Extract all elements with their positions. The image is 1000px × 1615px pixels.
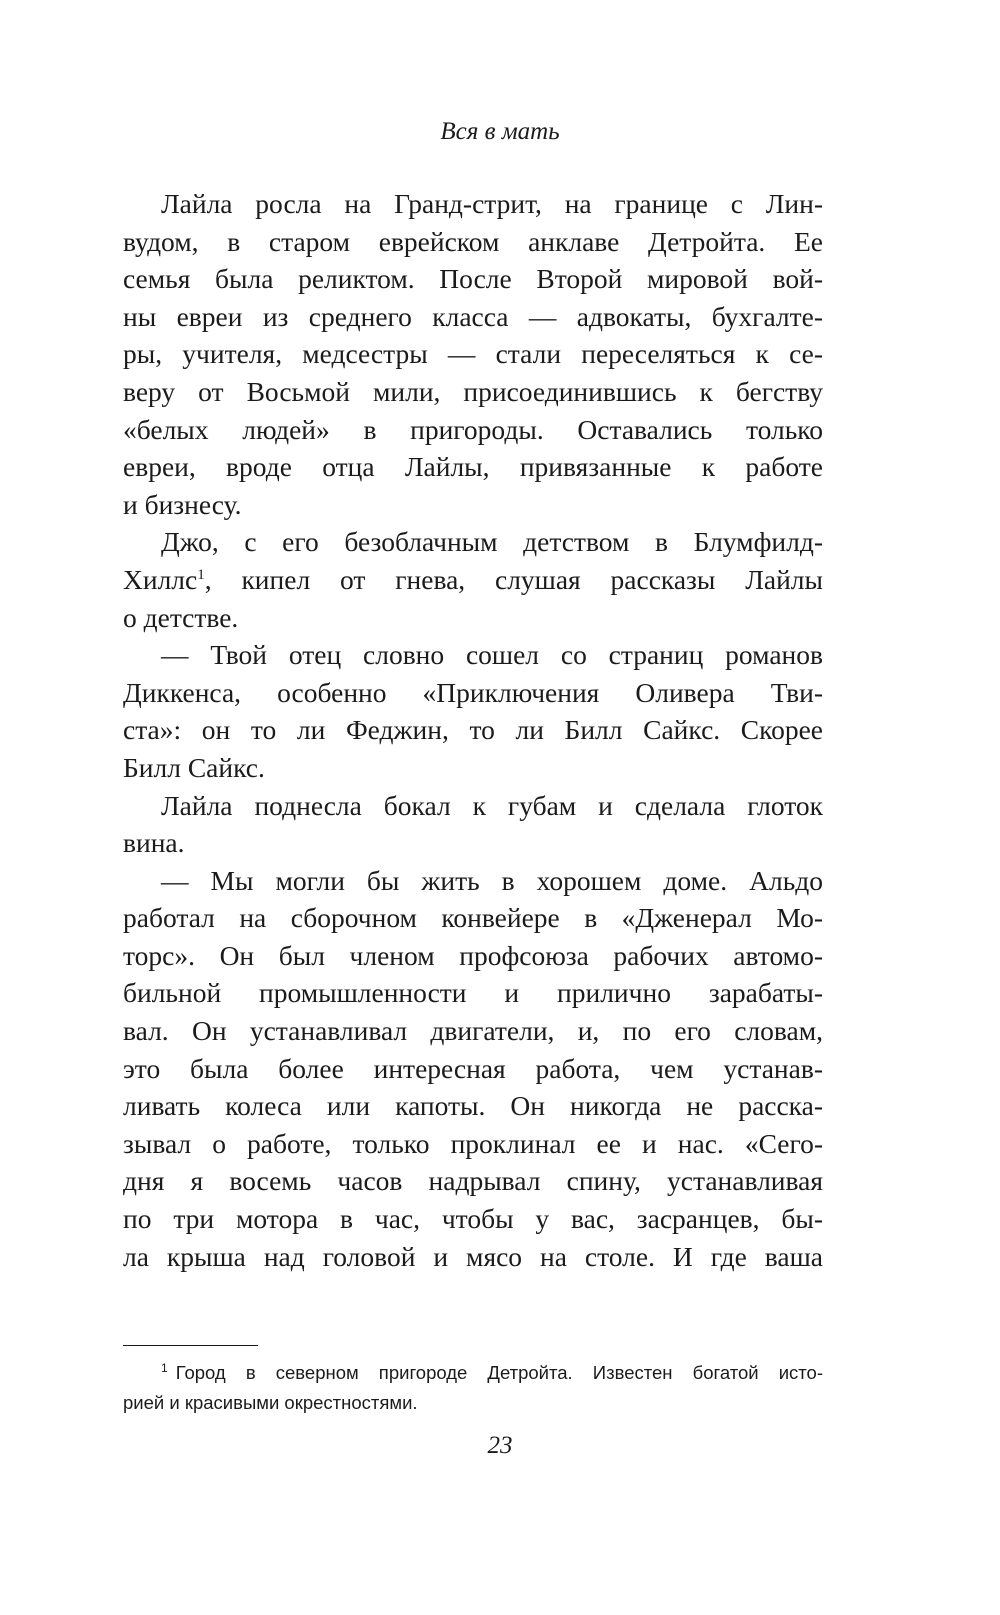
text-line: это была более интересная работа, чем устанав- [123, 1052, 823, 1084]
text-line: дня я восемь часов надрывал спину, устанавливая [123, 1165, 823, 1197]
footnote-line: рией и красивыми окрестностями. [123, 1392, 418, 1413]
text-segment: Хиллс [123, 563, 198, 595]
text-line: Билл Сайкс. [123, 751, 265, 783]
footnote-text: Город в северном пригороде Детройта. Известен богатой исто- [175, 1362, 823, 1383]
running-head: Вся в мать [440, 118, 560, 145]
text-line: вина. [123, 827, 185, 859]
text-line: зывал о работе, только проклинал ее и нас. «Сего- [123, 1127, 823, 1159]
text-line: о детстве. [123, 601, 239, 633]
text-segment: , кипел от гнева, слушая рассказы Лайлы [204, 563, 823, 595]
text-line: веру от Восьмой мили, присоединившись к бегству [123, 375, 823, 407]
text-line: семья была реликтом. После Второй мировой вой- [123, 263, 823, 295]
text-line: бильной промышленности и прилично зарабаты- [123, 977, 823, 1009]
text-line: Диккенса, особенно «Приключения Оливера Тви- [123, 676, 823, 708]
text-line: ста»: он то ли Феджин, то ли Билл Сайкс. Скорее [123, 714, 823, 746]
text-line: евреи, вроде отца Лайлы, привязанные к работе [123, 451, 823, 483]
text-line: и бизнесу. [123, 488, 242, 520]
text-line: «белых людей» в пригороды. Оставались только [123, 413, 823, 445]
footnote [123, 1358, 823, 1418]
text-line: вал. Он устанавливал двигатели, и, по его словам, [123, 1015, 823, 1047]
text-line: работал на сборочном конвейере в «Дженерал Мо- [123, 902, 823, 934]
text-line: ливать колеса или капоты. Он никогда не расска- [123, 1090, 823, 1122]
footnote-marker: 1 [161, 1361, 168, 1375]
text-line: ры, учителя, медсестры — стали переселяться к се- [123, 338, 823, 370]
text-line: торс». Он был членом профсоюза рабочих автомо- [123, 939, 823, 971]
text-line: Лайла росла на Гранд-стрит, на границе с Лин- [161, 188, 823, 219]
footnote-divider [123, 1345, 258, 1346]
text-line: по три мотора в час, чтобы у вас, засранцев, бы- [123, 1203, 823, 1235]
text-line: — Мы могли бы жить в хорошем доме. Альдо [161, 864, 823, 896]
text-line: ла крыша над головой и мясо на столе. И где ваша [123, 1240, 823, 1272]
body-text [123, 185, 823, 1275]
footnote-line [123, 1358, 823, 1388]
text-line: Лайла поднесла бокал к губам и сделала глоток [161, 789, 823, 821]
text-line: — Твой отец словно сошел со страниц романов [161, 639, 823, 671]
footnote-reference[interactable]: 1 [197, 566, 205, 583]
text-line: ны евреи из среднего класса — адвокаты, бухгалте- [123, 300, 823, 332]
text-line: вудом, в старом еврейском анклаве Детройта. Ее [123, 225, 823, 257]
text-line-with-footnote-ref [123, 561, 823, 599]
text-line: Джо, с его безоблачным детством в Блумфилд- [161, 526, 823, 558]
page-number: 23 [487, 1432, 513, 1459]
